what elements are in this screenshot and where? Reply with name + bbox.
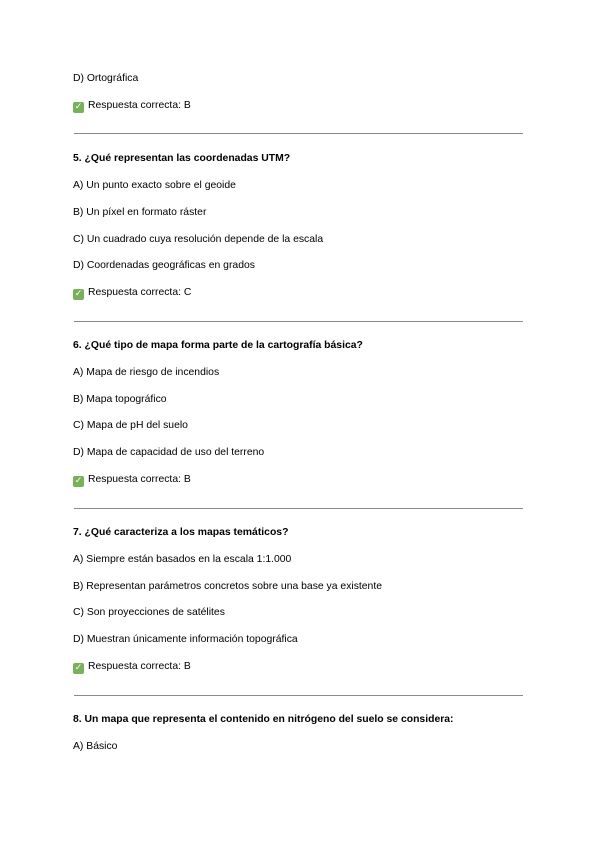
q8-option-a: A) Básico	[73, 741, 118, 752]
q6-option-a: A) Mapa de riesgo de incendios	[73, 367, 220, 378]
check-mark-icon: ✓	[74, 663, 83, 673]
q4-answer	[73, 99, 191, 113]
q4-answer-text: Respuesta correcta: B	[88, 100, 191, 111]
check-mark-icon: ✓	[74, 289, 83, 299]
divider	[74, 695, 523, 696]
q7-option-d: D) Muestran únicamente información topográfica	[73, 634, 298, 645]
q5-answer	[73, 286, 191, 300]
q6-option-d: D) Mapa de capacidad de uso del terreno	[73, 447, 265, 458]
divider	[74, 133, 523, 134]
q6-option-b: B) Mapa topográfico	[73, 394, 167, 405]
check-mark-icon: ✓	[74, 102, 83, 112]
q5-option-d: D) Coordenadas geográficas en grados	[73, 260, 255, 271]
q6-title: 6. ¿Qué tipo de mapa forma parte de la cartografía básica?	[73, 340, 363, 351]
divider	[74, 321, 523, 322]
q7-answer-text: Respuesta correcta: B	[88, 661, 191, 672]
q6-answer	[73, 473, 191, 487]
q5-answer-text: Respuesta correcta: C	[88, 287, 192, 298]
q7-title: 7. ¿Qué caracteriza a los mapas temáticos?	[73, 527, 289, 538]
q7-option-a: A) Siempre están basados en la escala 1:1.000	[73, 554, 292, 565]
q7-answer	[73, 660, 191, 674]
q5-option-b: B) Un píxel en formato ráster	[73, 207, 207, 218]
q6-answer-text: Respuesta correcta: B	[88, 474, 191, 485]
q5-option-c: C) Un cuadrado cuya resolución depende de la escala	[73, 234, 324, 245]
q4-option-d: D) Ortográfica	[73, 73, 139, 84]
q8-title: 8. Un mapa que representa el contenido en nitrógeno del suelo se considera:	[73, 714, 454, 725]
q7-option-b: B) Representan parámetros concretos sobre una base ya existente	[73, 581, 383, 592]
q6-option-c: C) Mapa de pH del suelo	[73, 420, 188, 431]
divider	[74, 508, 523, 509]
check-mark-icon: ✓	[74, 476, 83, 486]
q5-title: 5. ¿Qué representan las coordenadas UTM?	[73, 153, 291, 164]
q7-option-c: C) Son proyecciones de satélites	[73, 607, 225, 618]
q5-option-a: A) Un punto exacto sobre el geoide	[73, 180, 236, 191]
